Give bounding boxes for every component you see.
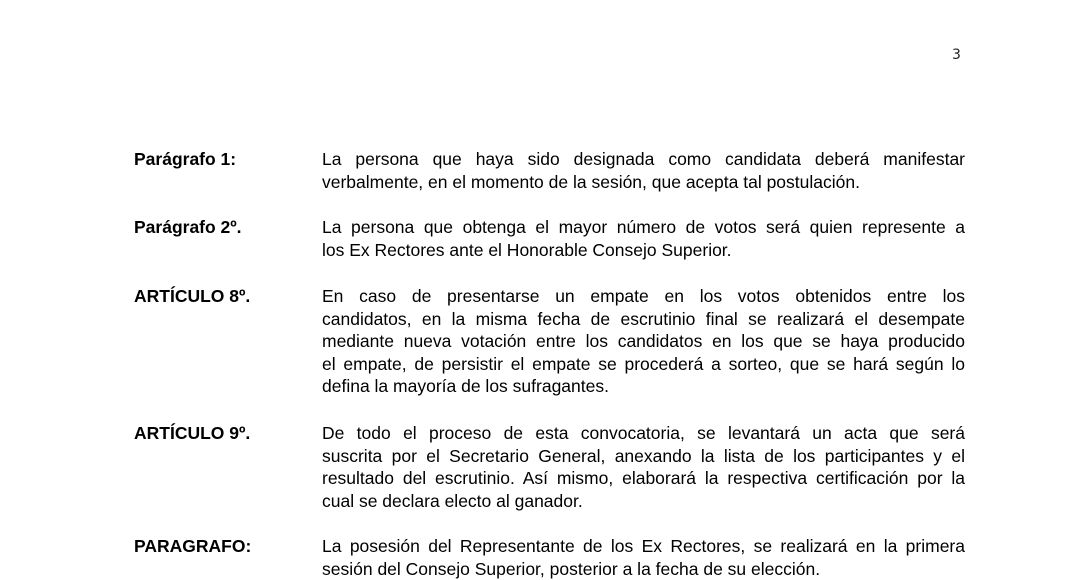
text-line: sesión del Consejo Superior, posterior a la fecha de su elección.	[322, 558, 821, 579]
text-line: candidatos, en la misma fecha de escrutinio final se realizará el desempate	[322, 308, 965, 329]
page-number: 3	[952, 47, 961, 63]
paragraph-1-text	[322, 148, 965, 193]
text-line: el empate, de persistir el empate se procederá a sorteo, que se hará según lo	[322, 353, 965, 374]
text-line: mediante nueva votación entre los candidatos en los que se haya producido	[322, 331, 965, 352]
article-9-text	[322, 422, 965, 512]
text-line: verbalmente, en el momento de la sesión, que acepta tal postulación.	[322, 171, 860, 192]
text-line: De todo el proceso de esta convocatoria, se levantará un acta que será	[322, 423, 965, 443]
final-paragraph-label: PARAGRAFO:	[134, 536, 252, 556]
article-8-label: ARTÍCULO 8º.	[134, 286, 251, 306]
text-line: resultado del escrutinio. Así mismo, elaborará la respectiva certificación por la	[322, 468, 965, 489]
text-line: La persona que haya sido designada como candidata deberá manifestar	[322, 149, 965, 169]
paragraph-1-label: Parágrafo 1:	[134, 149, 237, 169]
article-9-label: ARTÍCULO 9º.	[134, 423, 251, 443]
text-line: defina la mayoría de los sufragantes.	[322, 376, 609, 397]
text-line: La posesión del Representante de los Ex Rectores, se realizará en la primera	[322, 536, 965, 556]
paragraph-2-text	[322, 216, 965, 261]
text-line: cual se declara electo al ganador.	[322, 490, 583, 511]
text-line: En caso de presentarse un empate en los votos obtenidos entre los	[322, 286, 965, 306]
paragraph-2-label: Parágrafo 2º.	[134, 217, 242, 237]
text-line: La persona que obtenga el mayor número de votos será quien represente a	[322, 217, 965, 237]
article-8-text	[322, 285, 965, 398]
text-line: suscrita por el Secretario General, anexando la lista de los participantes y el	[322, 445, 965, 466]
final-paragraph-text	[322, 535, 965, 580]
text-line: los Ex Rectores ante el Honorable Consejo Superior.	[322, 239, 732, 260]
